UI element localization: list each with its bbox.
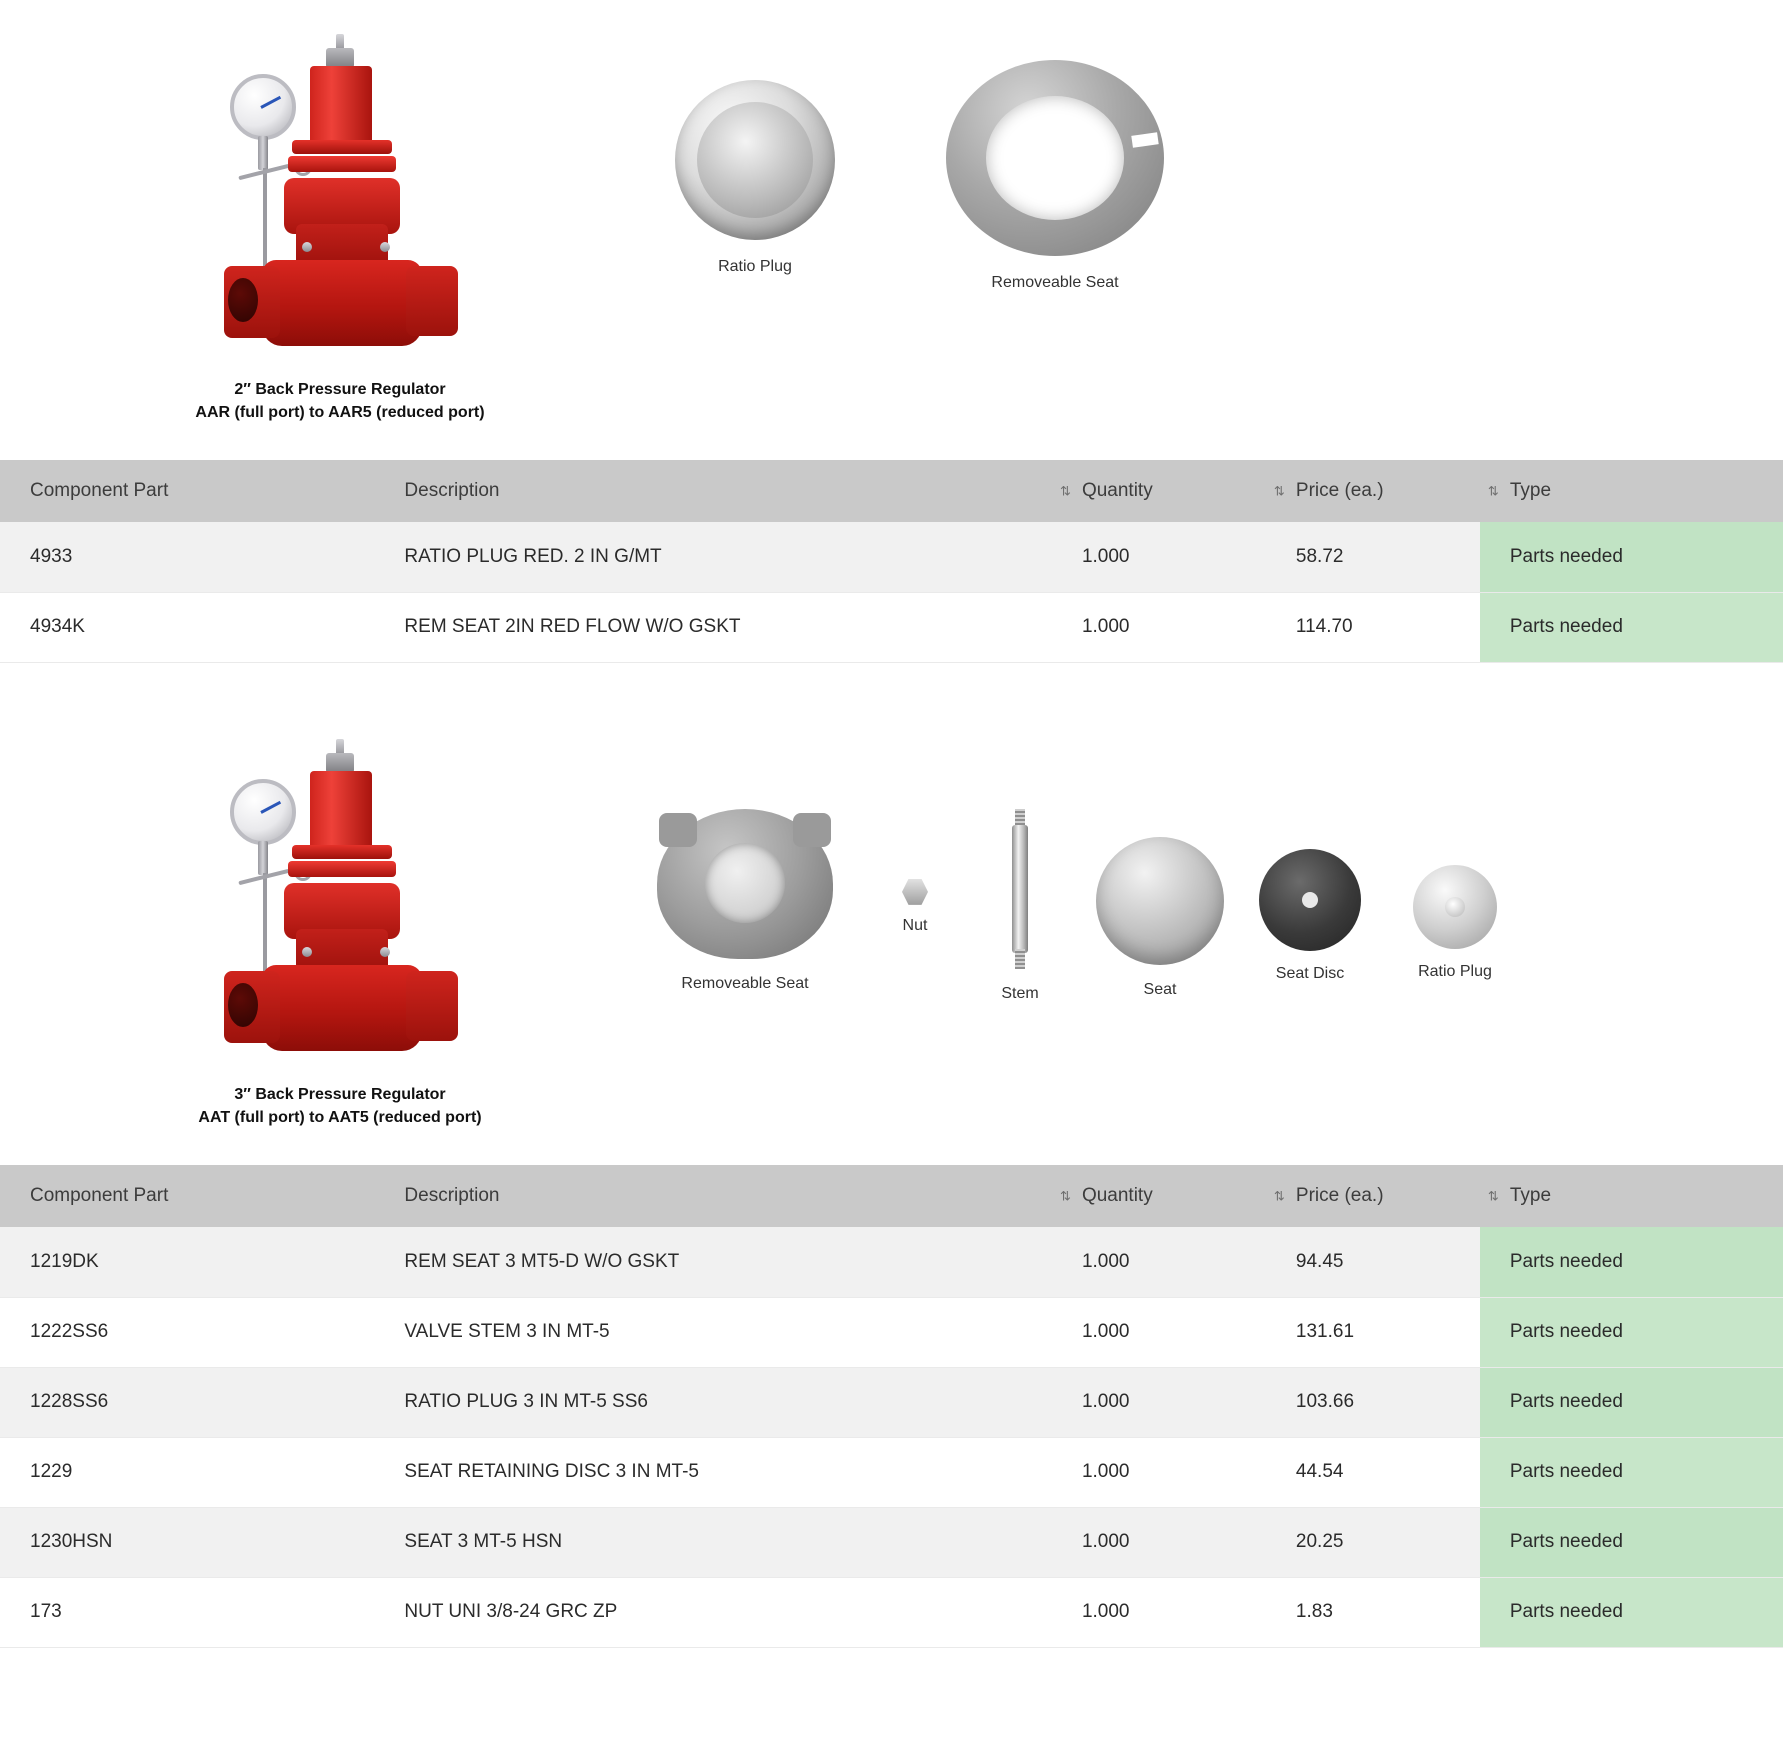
table-row [0,1297,1783,1367]
cell-price: 131.61 [1266,1297,1480,1367]
table-row [0,1227,1783,1297]
seat-notch [1131,132,1158,148]
adjust-cap [326,48,354,68]
column-header-description-label: Description [404,480,500,502]
figure-part-removeable-seat-3in [620,733,870,995]
column-header-type-label: Type [1509,1185,1552,1207]
parts-table-2in-body [0,522,1783,662]
column-header-price-label: Price (ea.) [1295,480,1384,502]
pressure-gauge-icon [230,74,296,140]
cell-component-part: 4933 [0,522,374,592]
cell-component-part: 1219DK [0,1227,374,1297]
column-header-description-label: Description [404,1185,500,1207]
gauge-tube [263,168,267,278]
column-header-description[interactable] [374,1165,1052,1227]
ratio-plug-illustration [1413,865,1497,949]
spring-ring-upper [292,140,392,154]
regulator-illustration-2in [210,28,470,368]
status-badge: Parts needed [1480,522,1783,592]
part-caption: Ratio Plug [718,258,792,275]
figure-title-line2: AAR (full port) to AAR5 (reduced port) [195,404,485,422]
cell-component-part: 1228SS6 [0,1367,374,1437]
cell-component-part: 1222SS6 [0,1297,374,1367]
column-header-price[interactable] [1266,460,1480,522]
table-row [0,1437,1783,1507]
cell-component-part: 173 [0,1577,374,1647]
seat-ear-left [659,813,697,847]
cell-description: REM SEAT 2IN RED FLOW W/O GSKT [374,592,1052,662]
cell-price: 58.72 [1266,522,1480,592]
outlet-port [406,266,458,336]
table-row [0,1507,1783,1577]
cell-price: 1.83 [1266,1577,1480,1647]
cell-description: VALVE STEM 3 IN MT-5 [374,1297,1052,1367]
gauge-tube [263,873,267,983]
bonnet [310,771,372,849]
sort-icon[interactable]: ⇅ [1059,1188,1071,1204]
cell-quantity: 1.000 [1052,1227,1266,1297]
column-header-price[interactable] [1266,1165,1480,1227]
status-badge: Parts needed [1480,1297,1783,1367]
parts-table-3in-head [0,1165,1783,1227]
figure-title-line1: 2″ Back Pressure Regulator [234,381,446,398]
parts-table-2in [0,460,1783,663]
stem-illustration [1007,809,1033,969]
parts-table-3in [0,1165,1783,1648]
status-badge: Parts needed [1480,1367,1783,1437]
regulator-illustration-3in [210,733,470,1073]
figure-part-nut [870,733,960,937]
cell-description: NUT UNI 3/8-24 GRC ZP [374,1577,1052,1647]
part-caption: Seat Disc [1275,964,1345,982]
part-caption: Seat [1143,980,1177,998]
cell-quantity: 1.000 [1052,1577,1266,1647]
column-header-quantity[interactable] [1052,460,1266,522]
column-header-quantity-label: Quantity [1081,480,1153,502]
cell-quantity: 1.000 [1052,1367,1266,1437]
figure-row-3in [0,723,1783,1139]
figure-title-line2: AAT (full port) to AAT5 (reduced port) [198,1109,482,1127]
status-badge: Parts needed [1480,1507,1783,1577]
spacer [0,434,1783,460]
figure-part-ratio-plug-2in [620,28,890,278]
ratio-plug-nub [737,138,773,174]
cell-quantity: 1.000 [1052,1437,1266,1507]
sort-icon[interactable]: ⇅ [1487,483,1499,499]
ratio-plug-illustration [675,80,835,240]
sort-icon[interactable]: ⇅ [1273,483,1285,499]
figure-title-2in [60,378,620,424]
pressure-gauge-icon [230,779,296,845]
column-header-price-label: Price (ea.) [1295,1185,1384,1207]
status-badge: Parts needed [1480,1577,1783,1647]
spacer [0,1139,1783,1165]
cell-price: 44.54 [1266,1437,1480,1507]
cell-component-part: 1230HSN [0,1507,374,1577]
status-badge: Parts needed [1480,592,1783,662]
cell-component-part: 1229 [0,1437,374,1507]
figure-2in-regulator [0,28,620,424]
stem-shaft [1012,825,1028,953]
table-header-row [0,1165,1783,1227]
adjust-cap [326,753,354,773]
body-bolt [302,947,312,957]
sort-icon[interactable]: ⇅ [1273,1188,1285,1204]
section-3in-back-pressure-regulator [0,723,1783,1648]
column-header-quantity[interactable] [1052,1165,1266,1227]
cell-price: 94.45 [1266,1227,1480,1297]
valve-body [262,965,422,1051]
figure-part-stem [960,733,1080,1005]
removeable-seat-illustration [657,809,833,959]
spring-ring-lower [288,156,396,172]
cell-quantity: 1.000 [1052,592,1266,662]
part-caption: Nut [902,916,928,934]
cell-quantity: 1.000 [1052,522,1266,592]
spring-ring-upper [292,845,392,859]
column-header-quantity-label: Quantity [1081,1185,1153,1207]
status-badge: Parts needed [1480,1227,1783,1297]
cell-price: 114.70 [1266,592,1480,662]
part-caption: Stem [1001,984,1039,1002]
body-bolt [380,242,390,252]
seat-ear-right [793,813,831,847]
cell-price: 103.66 [1266,1367,1480,1437]
cell-description: REM SEAT 3 MT5-D W/O GSKT [374,1227,1052,1297]
nut-illustration [902,879,928,905]
sort-icon[interactable]: ⇅ [1487,1188,1499,1204]
figure-3in-regulator [0,733,620,1129]
cell-quantity: 1.000 [1052,1507,1266,1577]
stem-thread-bottom [1015,949,1025,969]
cell-description: RATIO PLUG RED. 2 IN G/MT [374,522,1052,592]
bonnet [310,66,372,144]
removeable-seat-illustration [946,60,1164,256]
parts-table-2in-head [0,460,1783,522]
outlet-port [406,971,458,1041]
body-bolt [302,242,312,252]
part-caption: Removeable Seat [681,974,809,992]
table-header-row [0,460,1783,522]
figure-row-2in [0,0,1783,434]
cell-component-part: 4934K [0,592,374,662]
inlet-port [224,971,280,1043]
column-header-type[interactable] [1480,1165,1783,1227]
column-header-component-part[interactable]: Component Part [0,460,374,522]
figure-part-removeable-seat-2in [890,28,1220,294]
body-bolt [380,947,390,957]
cell-description: SEAT 3 MT-5 HSN [374,1507,1052,1577]
part-caption: Ratio Plug [1418,962,1492,980]
seat-disc-illustration [1259,849,1361,951]
figure-part-seat-disc [1240,733,1380,985]
sort-icon[interactable]: ⇅ [1059,483,1071,499]
table-row [0,522,1783,592]
part-caption: Removeable Seat [991,274,1119,291]
gauge-stem [258,136,268,170]
table-row [0,1577,1783,1647]
figure-part-seat [1080,733,1240,1001]
column-header-type[interactable] [1480,460,1783,522]
spring-ring-lower [288,861,396,877]
parts-table-3in-body [0,1227,1783,1647]
figure-title-3in [60,1083,620,1129]
table-row [0,1367,1783,1437]
valve-body [262,260,422,346]
cell-description: RATIO PLUG 3 IN MT-5 SS6 [374,1367,1052,1437]
figure-title-line1: 3″ Back Pressure Regulator [234,1085,446,1103]
spacer [0,663,1783,723]
status-badge: Parts needed [1480,1437,1783,1507]
inlet-port [224,266,280,338]
column-header-component-part[interactable]: Component Part [0,1165,374,1227]
seat-illustration [1096,837,1224,965]
gauge-stem [258,841,268,875]
cell-price: 20.25 [1266,1507,1480,1577]
table-row [0,592,1783,662]
cell-description: SEAT RETAINING DISC 3 IN MT-5 [374,1437,1052,1507]
figure-part-ratio-plug-3in [1380,733,1530,983]
section-2in-back-pressure-regulator [0,0,1783,663]
column-header-type-label: Type [1509,480,1552,502]
column-header-description[interactable] [374,460,1052,522]
cell-quantity: 1.000 [1052,1297,1266,1367]
